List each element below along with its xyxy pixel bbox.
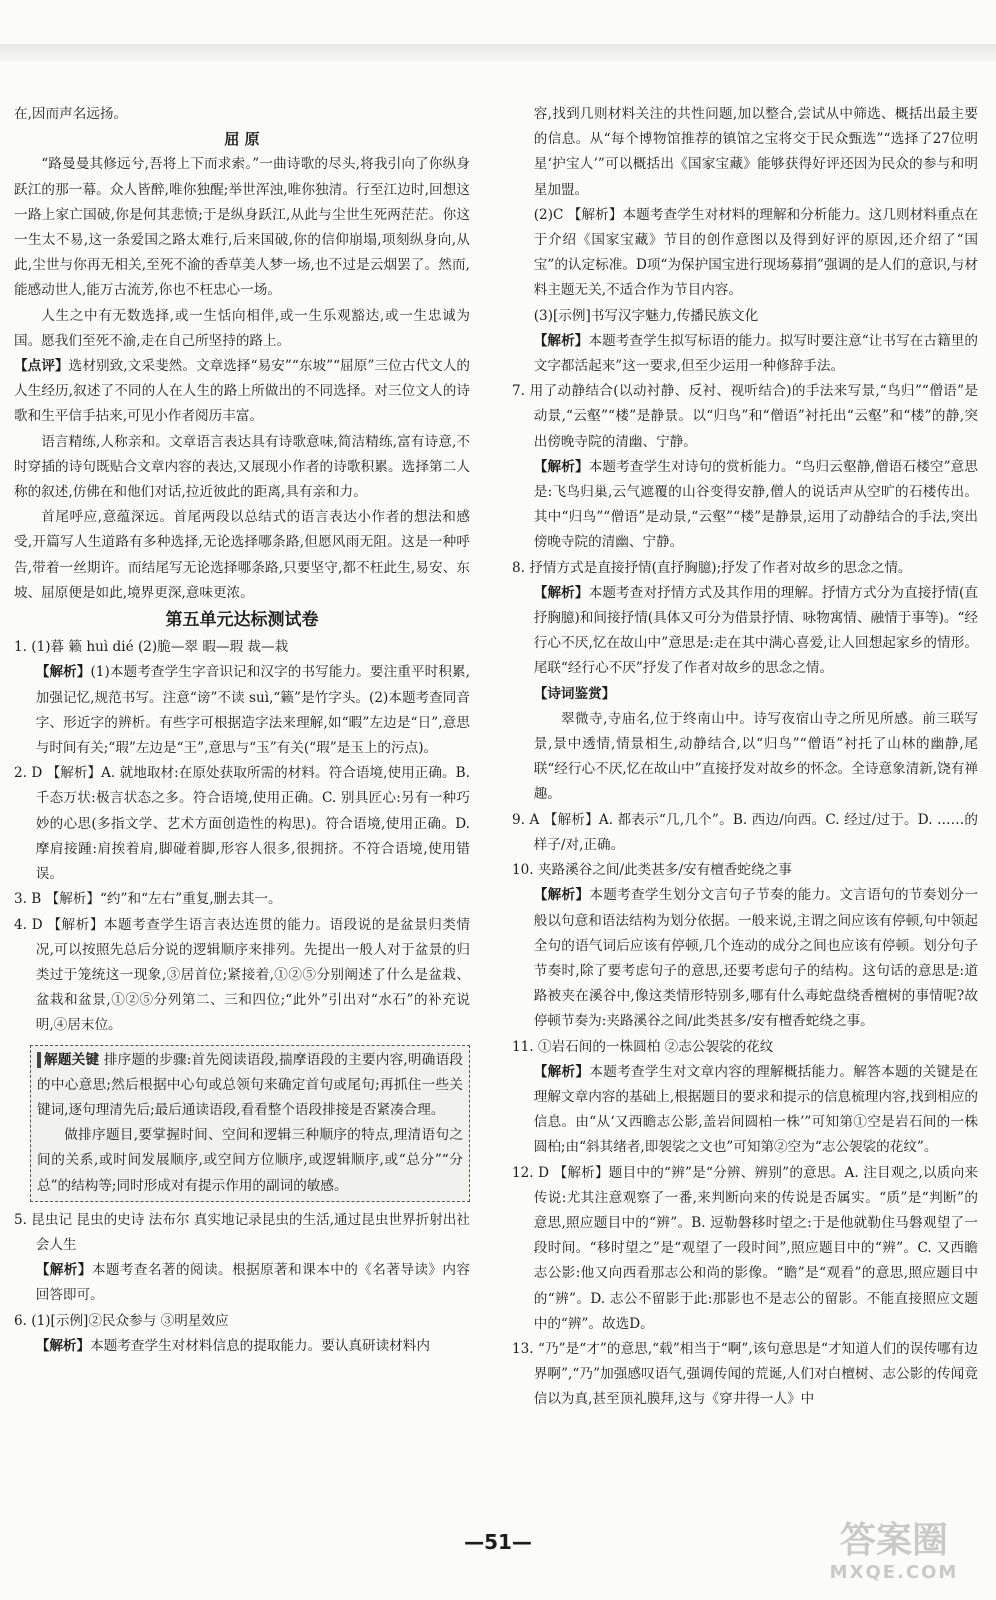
question-6: 6. (1)[示例]②民众参与 ③明星效应 [14, 1312, 229, 1329]
page-number: —51— [464, 1530, 532, 1554]
essay-paragraph: 人生之中有无数选择,或一生恬向相伴,或一生乐观豁达,或一生忠诚为国。愿我们至死不渝,走在自己所坚持的路上。 [14, 307, 470, 349]
answer-analysis: 【 解析 】 本题考查学生对诗句的赏析能力。“鸟归云壑静,僧语石楼空”意思是:飞鸟归巢,云气遮覆的山谷变得安静,僧人的说话声从空旷的石楼传出。其中“归鸟”“僧语”是动景,“云壑”“楼”是静景,运用了动静结合的手法,突出傍晚寺院的清幽、宁静。 [512, 455, 978, 556]
essay-paragraph: “路曼曼其修远兮,吾将上下而求索。”一曲诗歌的尽头,将我引向了你纵身跃江的那一幕。众人皆醉,唯你独醒;举世浑浊,唯你独清。行至江边时,回想这一路上家亡国破,你是何其悲愤;于是纵身跃江,从此与尘世生死两茫茫。你这一生太不易,这一条爱国之路太难行,后来国破,你的信仰崩塌,项刻纵身向,从此,尘世与你再无相关,至死不渝的香草美人梦一场,也不过是云烟罢了。然而,能感动世人,能万古流芳,你也不枉忠心一场。 [14, 156, 470, 299]
question-2: 2. D 【解析】A. 就地取材:在原处获取所需的材料。符合语境,使用正确。B. 千态万状:极言状态之多。符合语境,使用正确。C. 别具匠心:另有一种巧妙的心思(多指文学、艺术方面创造性的构思)。符合语境,使用正确。D. 摩肩接踵:肩挨着肩,脚碰着脚,形容人很多,很拥挤。不符合语境,使用错误。 [14, 765, 470, 883]
key-tips-box: 解题关键 排序题的步骤:首先阅读语段,揣摩语段的主要内容,明确语段的中心意思;然后根据中心句或总领句来确定首句或尾句;再抓住一些关键词,逐句理清先后;最后通读语段,看看整个语段排接是否紧凑合理。 做排序题目,要掌握时间、空间和逻辑三种顺序的特点,理清语句之间的关系,或时间发展顺序,或空间方位顺序,或逻辑顺序,或“总分”“分总”的结构等;同时形成对有提示作用的副词的敏感。 [30, 1045, 470, 1202]
right-column [512, 102, 978, 1413]
answer-analysis: 【 解析 】 (1)本题考查学生字音识记和汉字的书写能力。要注重平时积累,加强记忆,规范书写。注意“谤”不读 suì,“籁”是竹字头。(2)本题考查同音字、形近字的辨析。有些字可根据造字法来理解,如“暇”左边是“日”,意思与时间有关;“瑕”左边是“王”,意思与“玉”有关(“瑕”是玉上的污点)。 [14, 660, 470, 761]
poem-appreciation: 翠微寺,寺庙名,位于终南山中。诗写夜宿山寺之所见所感。前三联写景,景中透情,情景相生,动静结合,以“归鸟”“僧语”衬托了山林的幽静,尾联“经行心不厌,忆在故山中”直接抒发对故乡的怀念。全诗意象清新,饶有禅趣。 [533, 710, 978, 803]
answer-analysis: 【 解析 】 本题考查名著的阅读。根据原著和课本中的《名著导读》内容回答即可。 [14, 1258, 470, 1308]
question-13: 13. “乃”是“才”的意思,“载”相当于“啊”,该句意思是“才知道人们的误传哪有边界啊”,“乃”加强感叹语气,强调传闻的荒诞,人们对白檀树、志公影的传闻竟信以为真,甚至顶礼膜拜,这与《穿井得一人》中 [512, 1340, 978, 1408]
question-9: 9. A 【解析】A. 都表示“几,几个”。B. 西边/向西。C. 经过/过于。D. ……的样子/对,正确。 [512, 811, 978, 853]
unit-title: 第五单元达标测试卷 [165, 610, 319, 631]
comment-paragraph: 【 点评 】 选材别致,文采斐然。文章选择“易安”“东坡”“屈原”三位古代文人的人生经历,叙述了不同的人在人生的路上所做出的不同选择。对三位文人的诗歌和生平信手拈来,可见小作者阅历丰富。 [14, 354, 470, 430]
answer-6-3: (3)[示例]书写汉字魅力,传播民族文化 [533, 307, 759, 324]
left-column [14, 102, 470, 1359]
scan-top-band [0, 44, 996, 62]
answer-analysis: 【 解析 】 本题考查学生拟写标语的能力。拟写时要注意“让书写在古籍里的文字都活起来”这一要求,但至少运用一种修辞手法。 [512, 329, 978, 379]
answer-analysis: 【 解析 】 本题考查学生划分文言句子节奏的能力。文言语句的节奏划分一般以句意和语法结构为划分依据。一般来说,主谓之间应该有停顿,句中领起全句的语气词后应该有停顿,几个连动的成分之间也应该有停顿。划分句子节奏时,除了要考虑句子的意思,还要考虑句子的结构。这句话的意思是:道路被夹在溪谷中,像这类情形特别多,哪有什么毒蛇盘绕香檀树的事情呢?故停顿节奏为:夹路溪谷之间/此类甚多/安有檀香蛇绕之事。 [512, 883, 978, 1034]
answer-analysis: 【 解析 】 本题考查学生对材料信息的提取能力。要认真研读材料内 [14, 1334, 470, 1359]
question-10: 10. 夹路溪谷之间/此类甚多/安有檀香蛇绕之事 [512, 862, 792, 879]
question-7: 7. 用了动静结合(以动衬静、反衬、视听结合)的手法来写景,“鸟归”“僧语”是动景,“云壑”“楼”是静景。以“归鸟”和“僧语”衬托出“云壑”和“楼”的静,突出傍晚寺院的清幽、宁静。 [512, 383, 978, 450]
question-1: 1. (1)暮 籁 huì dié (2)脆—翠 暇—瑕 裁—栽 [14, 639, 289, 656]
question-5: 5. 昆虫记 昆虫的史诗 法布尔 真实地记录昆虫的生活,通过昆虫世界折射出社会人生 [14, 1211, 470, 1253]
comment-tag: 【 点评 】 [14, 358, 69, 374]
question-12: 12. D 【解析】题目中的“辨”是“分辨、辨别”的意思。A. 注目观之,以质向来传说:尤其注意观察了一番,来判断向来的传说是否属实。“质”是“判断”的意思,照应题目中的“辨”。B. 逗勒磐移时望之:于是他就勒住马磐观望了一段时间。“移时望之”是“观望了一段时间”,照应题目中的“辨”。C. 又西瞻志公影:他又向西看那志公和尚的影像。“瞻”是“观看”的意思,照应题目中的“辨”。D. 志公不留影于此:那影也不是志公的留影。不能直接照应文题中的“辨”。故选D。 [512, 1164, 978, 1332]
continued-analysis: 容,找到几则材料关注的共性问题,加以整合,尝试从中筛选、概括出最主要的信息。从“每个博物馆推荐的镇馆之宝将交于民众甄选”“选择了27位明星‘护宝人’”可以概括出《国家宝藏》能够获得好评还因为民众的参与和明星加盟。 [533, 106, 978, 198]
comment-paragraph: 首尾呼应,意蕴深远。首尾两段以总结式的语言表达小作者的想法和感受,开篇写人生道路有多种选择,无论选择哪条路,但愿风雨无阻。这是一种呼告,带着一丝期许。而结尾写无论选择哪条路,只要坚守,都不枉此生,易安、东坡、屈原便是如此,境界更深,意味更浓。 [14, 509, 470, 601]
comment-paragraph: 语言精练,人称亲和。文章语言表达具有诗歌意味,简洁精练,富有诗意,不时穿插的诗句既贴合文章内容的表达,又展现小作者的诗歌积累。选择第二人称的叙述,仿佛在和他们对话,拉近彼此的距离,具有亲和力。 [14, 433, 470, 501]
question-8: 8. 抒情方式是直接抒情(直抒胸臆);抒发了作者对故乡的思念之情。 [512, 559, 912, 576]
question-3: 3. B 【解析】“约”和“左右”重复,删去其一。 [14, 891, 282, 908]
question-11: 11. ①岩石间的一株圆柏 ②志公袈裟的花纹 [512, 1038, 774, 1055]
answer-analysis: 【 解析 】 本题考查学生对文章内容的理解概括能力。解答本题的关键是在理解文章内容的基础上,根据题目的要求和提示的信息梳理内容,找到相应的信息。由“从‘又西瞻志公影,盖岩间圆柏一株’”可知第①空是岩石间的一株圆柏;由“斜其绪者,即袈裟之文也”可知第②空为“志公袈裟的花纹”。 [512, 1060, 978, 1161]
answer-6-2: (2)C 【解析】本题考查学生对材料的理解和分析能力。这几则材料重点在于介绍《国家宝藏》节目的创作意图以及得到好评的原因,还介绍了“国宝”的认定标准。D项“为保护国宝进行现场募捐”强调的是人们的意识,与材料主题无关,不适合作为节目内容。 [533, 206, 978, 299]
watermark-logo: 答案圈 MXQE.COM [829, 1520, 959, 1583]
answer-analysis: 【 解析 】 本题考查对抒情方式及其作用的理解。抒情方式分为直接抒情(直抒胸臆)和间接抒情(具体又可分为借景抒情、咏物寓情、融情于事等)。“经行心不厌,忆在故山中”意思是:走在其中满心喜爱,让人回想起家乡的情形。尾联“经行心不厌”抒发了作者对故乡的思念之情。 [512, 581, 978, 682]
poem-appreciation-tag: 【 诗词鉴赏 】 [512, 682, 978, 707]
intro-line: 在,因而声名远扬。 [14, 106, 128, 122]
key-tips-tag: 解题关键 [37, 1052, 99, 1068]
question-4: 4. D 【解析】本题考查学生语言表达连贯的能力。语段说的是盆景归类情况,可以按照先总后分说的逻辑顺序来排列。先提出一般人对于盆景的归类过于笼统这一现象,③居首位;紧接着,①②⑤分别阐述了什么是盆栽、盆栽和盆景,①②⑤分列第二、三和四位;“此外”引出对“水石”的补充说明,④居末位。 [14, 916, 470, 1034]
essay-title: 屈 原 [224, 130, 260, 149]
